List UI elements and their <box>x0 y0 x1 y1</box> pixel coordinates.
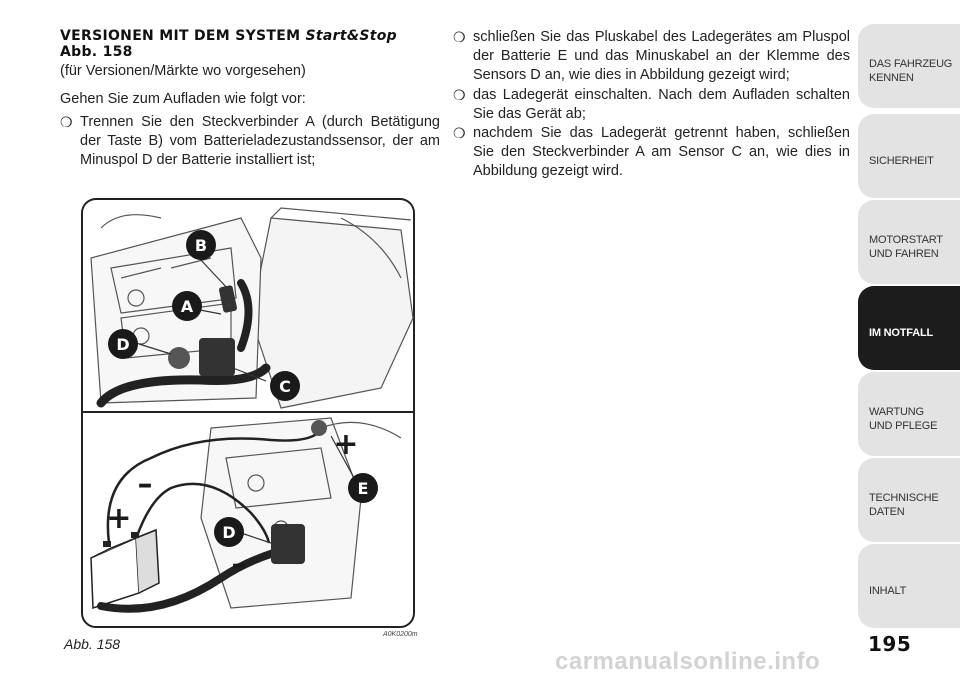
tab-label: IM NOTFALL <box>869 327 933 339</box>
list-item-text: Trennen Sie den Steckverbinder A (durch Betätigung der Taste B) vom Batterieladezustandssensor, der am Minuspol D der Batterie installiert ist; <box>80 114 440 168</box>
label-D-top: D <box>116 335 130 354</box>
heading-figure-ref: Abb. 158 <box>60 44 133 60</box>
tab-technische-daten[interactable] <box>858 458 960 542</box>
tab-label: SICHERHEIT <box>869 155 934 167</box>
tab-motorstart[interactable] <box>858 200 960 284</box>
sensor-lower <box>271 524 305 564</box>
bullet-icon: ❍ <box>453 87 466 103</box>
label-B: B <box>194 236 208 255</box>
list-item <box>60 113 440 170</box>
minus-terminal-D <box>168 347 190 369</box>
plus-sign-battery: + <box>106 501 132 536</box>
minus-sign-battery: – <box>137 467 153 502</box>
tab-label: WARTUNG UND PFLEGE <box>869 406 938 432</box>
tab-label: TECHNISCHE DATEN <box>869 492 939 518</box>
tab-label: MOTORSTART UND FAHREN <box>869 234 943 260</box>
plus-sign-E: + <box>333 427 359 462</box>
list-item <box>453 86 850 124</box>
list-item <box>453 124 850 181</box>
heading-start-stop: Start&Stop <box>305 28 397 44</box>
label-A: A <box>180 297 194 316</box>
label-E: E <box>357 479 369 498</box>
heading-text: VERSIONEN MIT DEM SYSTEM <box>60 28 301 44</box>
figure-code: A0K0200m <box>383 631 418 638</box>
bullet-icon: ❍ <box>453 125 466 141</box>
tab-inhalt[interactable] <box>858 544 960 628</box>
intro-text: Gehen Sie zum Aufladen wie folgt vor: <box>60 91 306 107</box>
list-item-text: das Ladegerät einschalten. Nach dem Aufladen schalten Sie das Gerät ab; <box>473 87 850 122</box>
section-heading <box>60 28 440 60</box>
bullet-icon: ❍ <box>60 114 73 130</box>
minus-sign-D: – <box>231 547 247 582</box>
label-D-bottom: D <box>222 523 236 542</box>
tab-sicherheit[interactable] <box>858 114 960 198</box>
label-C: C <box>279 377 291 396</box>
figure-caption: Abb. 158 <box>64 636 121 652</box>
list-item <box>453 28 850 85</box>
tab-label: DAS FAHRZEUG KENNEN <box>869 58 953 84</box>
page-number: 195 <box>868 632 912 656</box>
tab-im-notfall[interactable] <box>858 286 960 370</box>
tab-label: INHALT <box>869 585 907 597</box>
list-item-text: nachdem Sie das Ladegerät getrennt haben, schließen Sie den Steckverbinder A am Sensor C an, wie dies in Abbildung gezeigt wird. <box>473 125 850 179</box>
tab-das-fahrzeug-kennen[interactable] <box>858 24 960 108</box>
sensor-C <box>199 338 235 376</box>
watermark: carmanualsonline.info <box>555 648 821 675</box>
plus-terminal-E <box>311 420 327 436</box>
version-note: (für Versionen/Märkte wo vorgesehen) <box>60 63 306 79</box>
list-item-text: schließen Sie das Pluskabel des Ladegerätes am Pluspol der Batterie E und das Minuskabel an der Klemme des Sensors D an, wie dies in Abbildung gezeigt wird; <box>473 29 850 83</box>
tab-wartung[interactable] <box>858 372 960 456</box>
battery-illustration <box>81 198 415 628</box>
bullet-icon: ❍ <box>453 29 466 45</box>
